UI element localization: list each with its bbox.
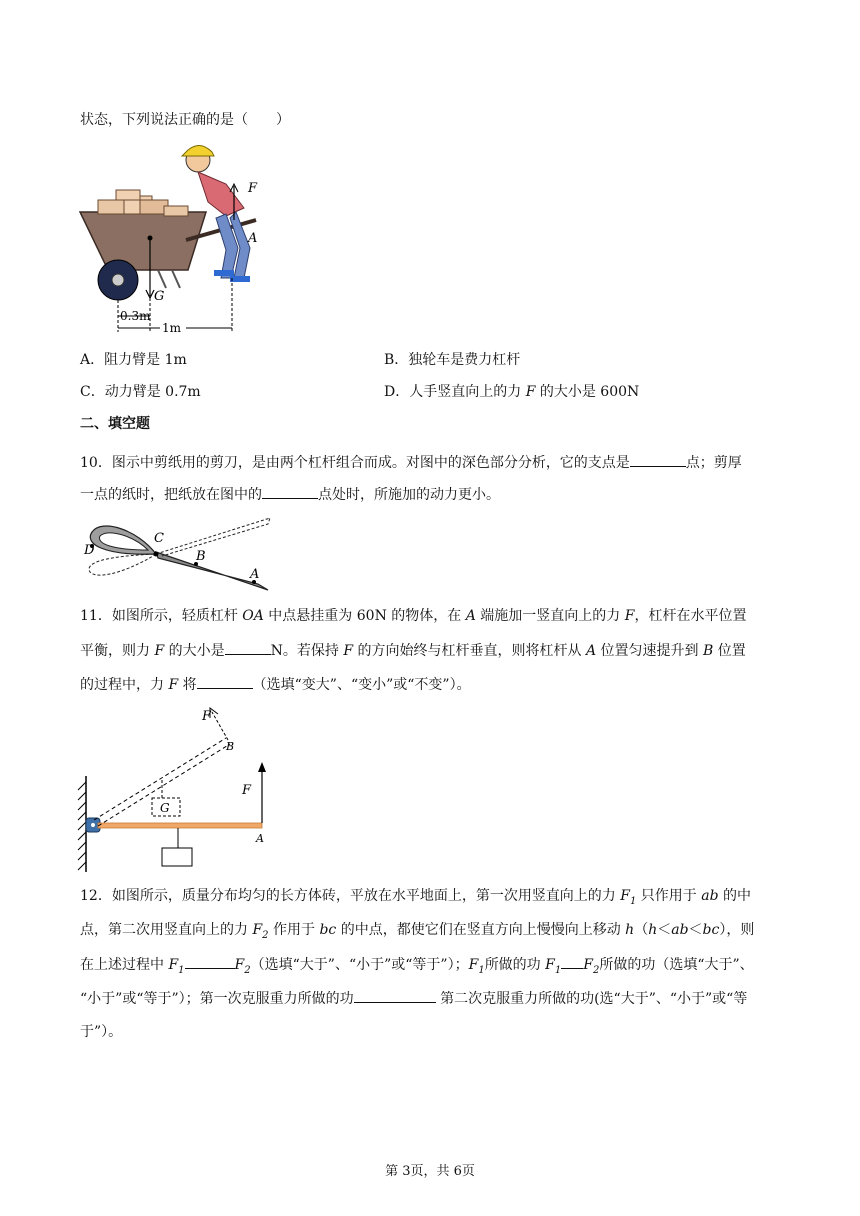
q10-blank-1[interactable] <box>630 452 686 467</box>
label-F-top: F <box>202 709 212 724</box>
label-F: F <box>248 181 258 196</box>
q12-line2: 点，第二次用竖直向上的力 $F_2$ 作用于 bc 的中点，都使它们在竖直方向上慢慢向上移动 h（h＜ab＜bc），则 <box>80 922 755 941</box>
q12-blank-1[interactable] <box>185 954 235 969</box>
q11-blank-1[interactable] <box>225 640 271 655</box>
option-letter: B． <box>384 352 409 368</box>
q11-line2: 平衡，则力 F 的大小是 N。若保持 F 的方向始终与杠杆垂直，则将杠杆从 A 位置匀速提升到 B 位置 <box>80 640 746 661</box>
option-text: 动力臂是 0.7m <box>104 384 201 400</box>
q12-line5: 于”）。 <box>80 1024 123 1040</box>
q11-blank-2[interactable] <box>197 674 253 689</box>
option-letter: C． <box>80 384 105 400</box>
label-G: G <box>154 289 165 304</box>
q11-line1: 11．如图所示，轻质杠杆 OA 中点悬挂重为 60N 的物体，在 A 端施加一竖直向上的力 F，杠杆在水平位置 <box>80 608 747 624</box>
option-text-after: 的大小是 600N <box>535 384 640 400</box>
q11-line3: 的过程中，力 F 将 （选填“变大”、“变小”或“不变”）。 <box>80 674 471 695</box>
option-c[interactable] <box>80 382 201 402</box>
label-A: A <box>250 567 260 582</box>
section-title: 二、填空题 <box>80 416 150 432</box>
option-text: 阻力臂是 1m <box>104 352 187 368</box>
option-letter: D． <box>384 384 410 400</box>
label-F-right: F <box>242 783 252 798</box>
label-B: B <box>226 740 235 753</box>
wheelbarrow-figure <box>76 138 276 338</box>
option-d[interactable] <box>384 382 639 402</box>
option-text: 独轮车是费力杠杆 <box>408 352 521 368</box>
label-C: C <box>154 531 164 546</box>
q10-line1: 10．图示中剪纸用的剪刀，是由两个杠杆组合而成。对图中的深色部分分析，它的支点是 点；剪厚 <box>80 452 742 473</box>
option-b[interactable] <box>384 350 520 370</box>
q12-line1: 12．如图所示，质量分布均匀的长方体砖，平放在水平地面上，第一次用竖直向上的力 $F_1$ 只作用于 ab 的中 <box>80 888 752 907</box>
option-a[interactable] <box>80 350 187 370</box>
dim-0.3m: 0.3m <box>120 309 151 323</box>
scissors-figure <box>78 512 278 596</box>
q12-blank-3[interactable] <box>354 988 436 1003</box>
option-var: F <box>525 384 536 400</box>
page-footer: 第 3页，共 6页 <box>385 1164 475 1179</box>
lever-figure <box>76 702 276 876</box>
q12-line3: 在上述过程中 $F_1$ $F_2$（选填“大于”、“小于”或“等于”）；$F_1$所做的功 $F_1$ $F_2$所做的功（选填“大于”、 <box>80 954 754 981</box>
option-letter: A． <box>80 352 105 368</box>
label-B: B <box>196 549 206 564</box>
label-A: A <box>248 231 258 246</box>
label-D: D <box>84 543 95 558</box>
q10-blank-2[interactable] <box>262 484 318 499</box>
label-A: A <box>256 832 264 845</box>
q9-stem: 状态，下列说法正确的是（ ） <box>80 112 290 128</box>
dim-1m: 1m <box>162 321 182 335</box>
label-G: G <box>160 801 170 815</box>
q12-blank-2[interactable] <box>561 954 583 969</box>
q10-line2: 一点的纸时，把纸放在图中的 点处时，所施加的动力更小。 <box>80 484 500 505</box>
q12-line4: “小于”或“等于”）；第一次克服重力所做的功 第二次克服重力所做的功(选“大于”、“小于”或“等 <box>80 988 747 1009</box>
option-text: 人手竖直向上的力 <box>409 384 526 400</box>
